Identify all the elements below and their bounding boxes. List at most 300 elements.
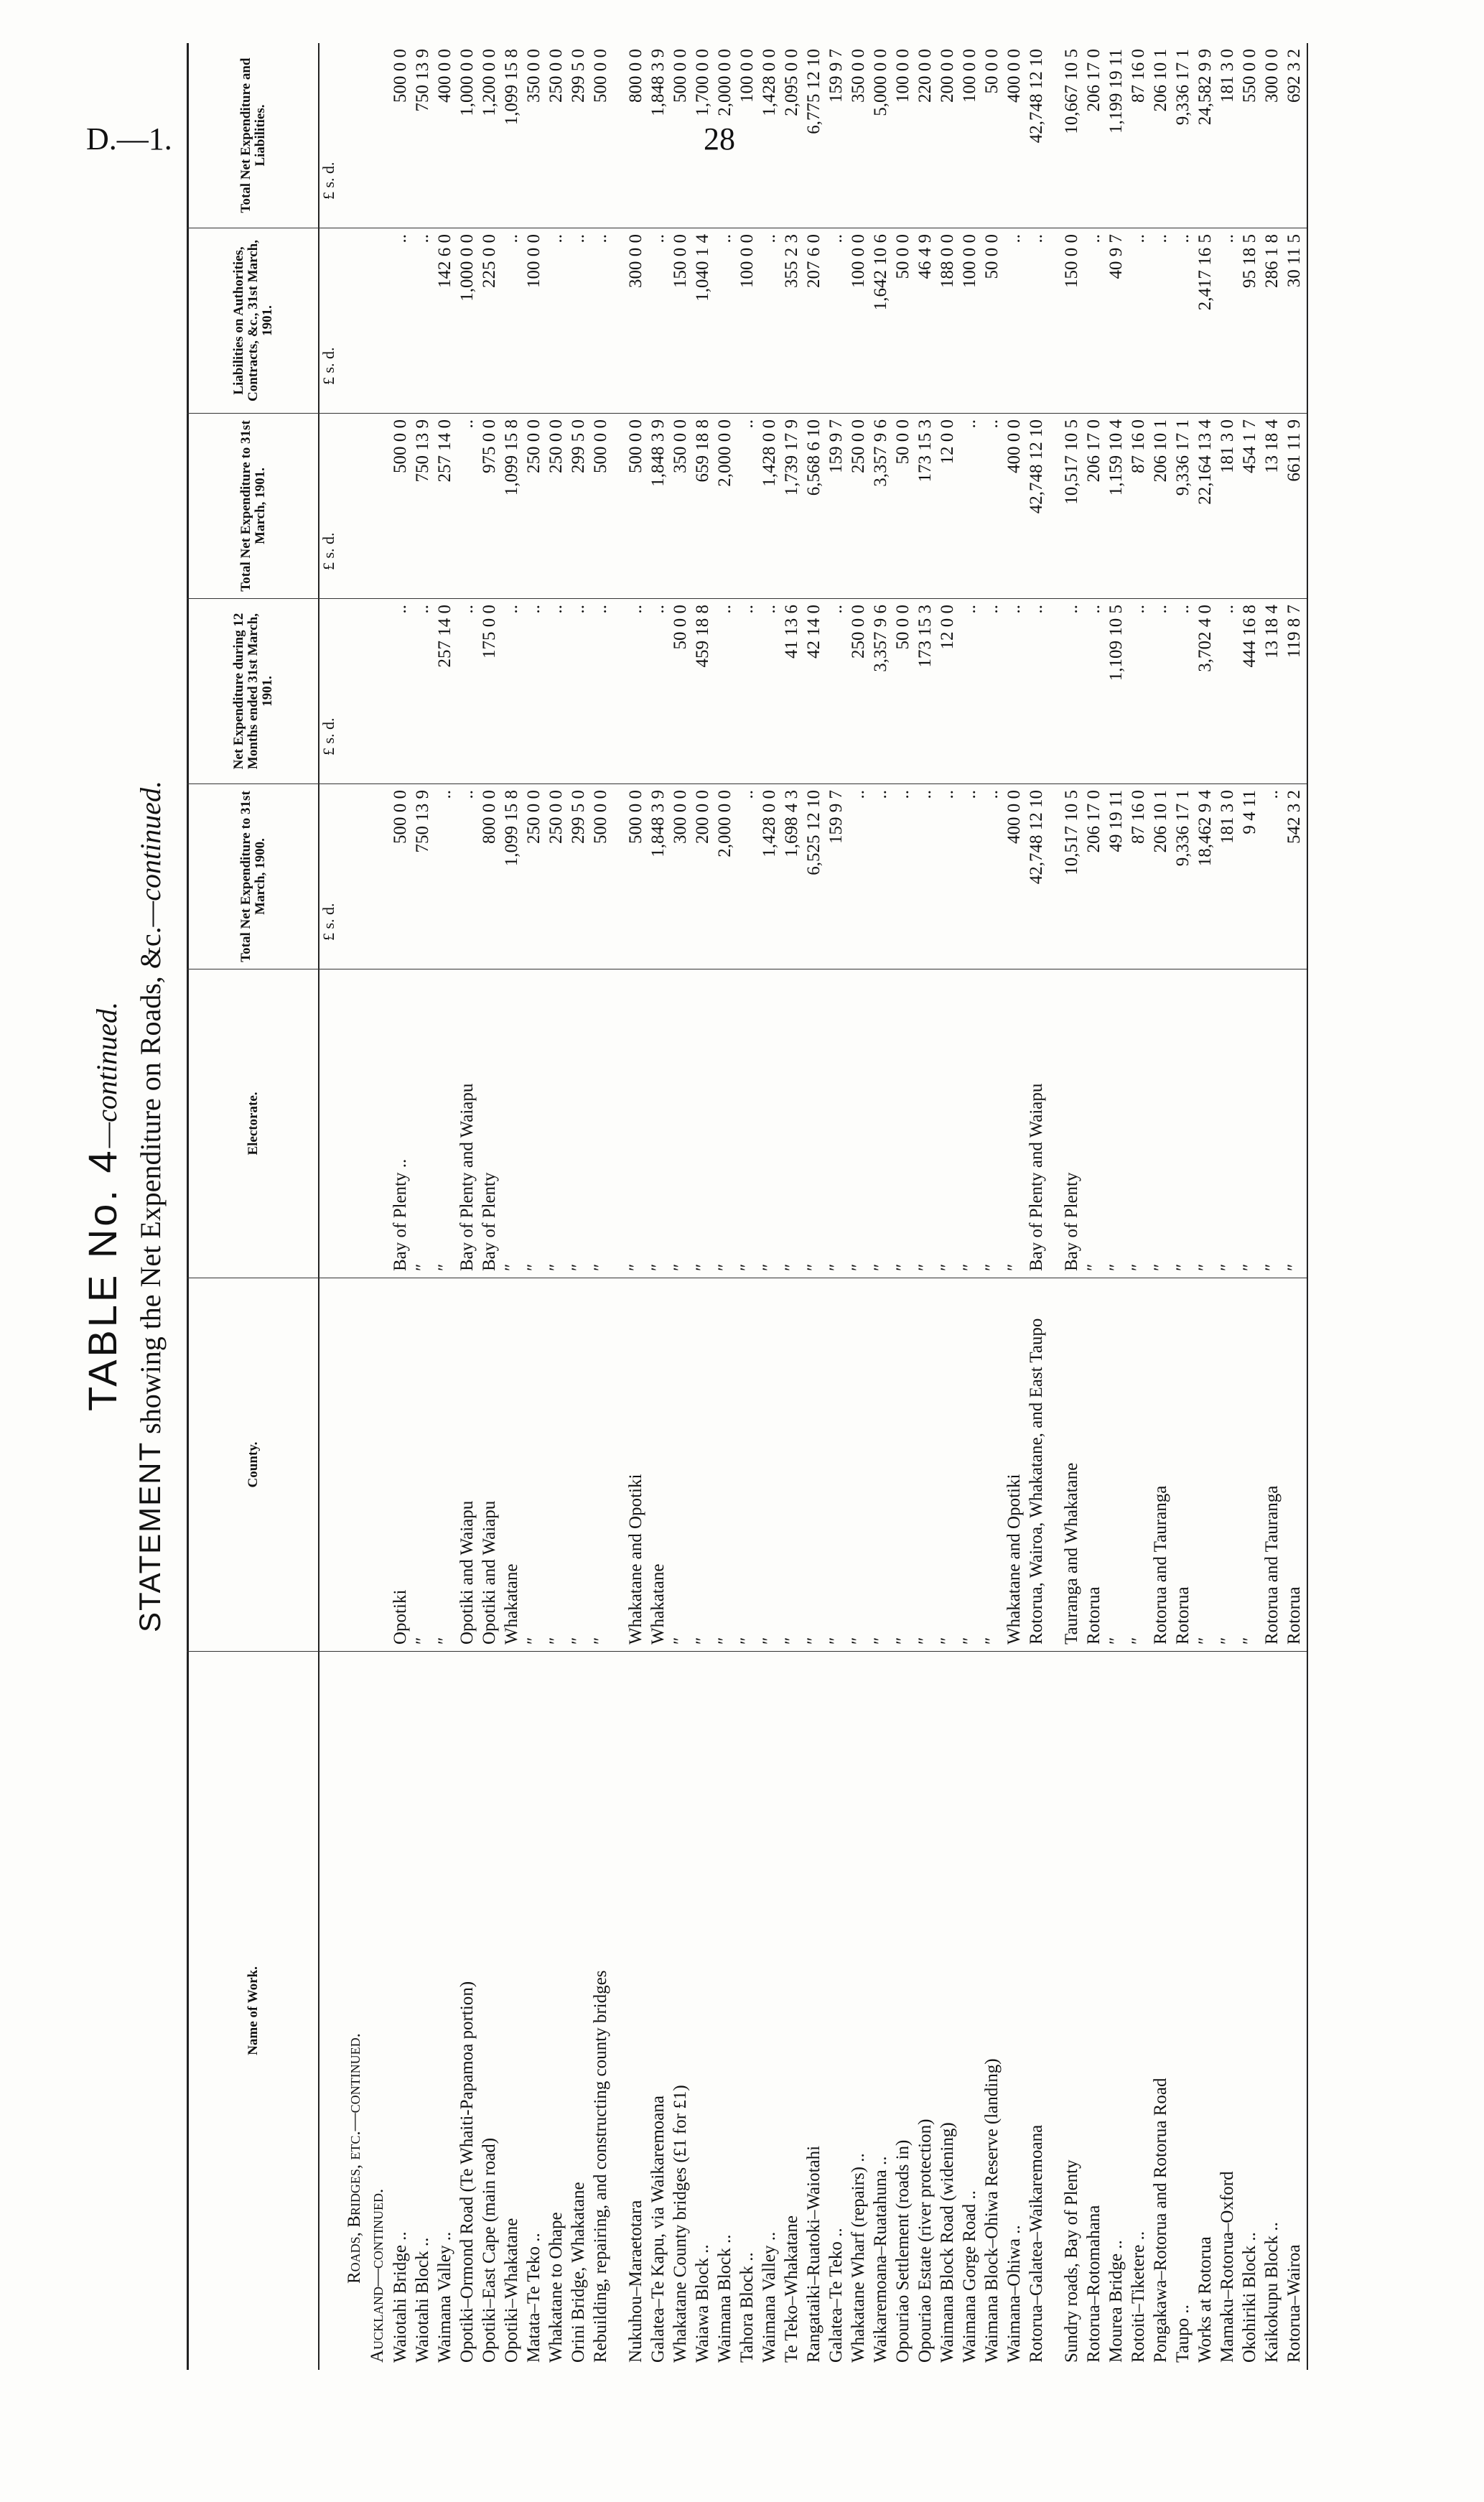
- header-county: County.: [189, 1278, 318, 1652]
- cell-county: Rotorua: [1284, 1586, 1304, 1645]
- table-row: [982, 43, 1002, 2370]
- cell-county: ″: [671, 1637, 690, 1645]
- cell-electorate: ″: [1262, 1263, 1282, 1271]
- cell-name: Tahora Block ..: [737, 2252, 757, 2363]
- cell-electorate: ″: [591, 1263, 610, 1271]
- cell-t1901: 257 14 0: [435, 419, 454, 483]
- cell-during: ..: [1218, 605, 1237, 614]
- table-row: [671, 43, 690, 2370]
- cell-t1900: 42,748 12 10: [1027, 790, 1046, 885]
- header-liabilities: Liabilities on Authorities, Contracts, &c., 31st March, 1901.: [189, 228, 318, 414]
- rotated-table: [65, 43, 1321, 2370]
- cell-t1901: 2,000 0 0: [715, 419, 734, 487]
- cell-t1901: ..: [457, 419, 477, 429]
- cell-liab: 100 0 0: [524, 234, 543, 288]
- cell-during: ..: [569, 605, 588, 614]
- table-row: [524, 43, 543, 2370]
- cell-county: Rotorua and Tauranga: [1262, 1485, 1282, 1645]
- table-row: [938, 43, 957, 2370]
- cell-total: 692 3 2: [1284, 49, 1304, 103]
- cell-name: Te Teko–Whakatane: [782, 2215, 801, 2363]
- cell-county: ″: [693, 1637, 712, 1645]
- cell-liab: ..: [1218, 234, 1237, 243]
- cell-county: ″: [1195, 1637, 1215, 1645]
- cell-total: 500 0 0: [591, 49, 610, 103]
- cell-t1900: 9 4 11: [1240, 790, 1259, 834]
- cell-name: Waikaremoana–Ruatahuna ..: [871, 2156, 890, 2363]
- table-row: [1240, 43, 1259, 2370]
- cell-during: ..: [413, 605, 432, 614]
- cell-electorate: ″: [1151, 1263, 1170, 1271]
- cell-liab: 225 0 0: [480, 234, 499, 288]
- header-during-1901: Net Expenditure during 12 Months ended 31st March, 1901.: [189, 599, 318, 784]
- cell-total: 800 0 0: [626, 49, 645, 103]
- cell-liab: 50 0 0: [893, 234, 913, 279]
- cell-t1900: ..: [938, 790, 957, 799]
- cell-t1901: 659 18 8: [693, 419, 712, 483]
- cell-total: 250 0 0: [546, 49, 566, 103]
- page-code: D.—1.: [86, 121, 172, 157]
- cell-t1900: 87 16 0: [1129, 790, 1148, 844]
- cell-county: ″: [915, 1637, 935, 1645]
- header-total-1901: Total Net Expenditure to 31st March, 1901.: [189, 414, 318, 599]
- table-row: [480, 43, 499, 2370]
- cell-t1900: 500 0 0: [591, 790, 610, 844]
- cell-t1901: 400 0 0: [1004, 419, 1024, 473]
- cell-during: ..: [457, 605, 477, 614]
- cell-electorate: ″: [1004, 1263, 1024, 1271]
- cell-electorate: Bay of Plenty: [480, 1172, 499, 1271]
- cell-county: ″: [871, 1637, 890, 1645]
- cell-name: Rotorua–Galatea–Waikaremoana: [1027, 2124, 1046, 2363]
- table-row: [1084, 43, 1103, 2370]
- cell-name: Opotiki–East Cape (main road): [480, 2137, 499, 2363]
- cell-total: 100 0 0: [737, 49, 757, 103]
- cell-during: ..: [626, 605, 645, 614]
- cell-total: 87 16 0: [1129, 49, 1148, 103]
- cell-t1901: 500 0 0: [591, 419, 610, 473]
- cell-t1900: 206 17 0: [1084, 790, 1103, 853]
- cell-liab: 300 0 0: [626, 234, 645, 288]
- cell-name: Mamaku–Rotorua–Oxford: [1218, 2171, 1237, 2363]
- cell-total: 1,848 3 9: [648, 49, 668, 116]
- cell-t1900: ..: [1262, 790, 1282, 799]
- cell-name: Mourea Bridge ..: [1106, 2240, 1126, 2363]
- cell-t1901: 13 18 4: [1262, 419, 1282, 473]
- cell-t1901: 1,159 10 4: [1106, 419, 1126, 496]
- cell-during: ..: [982, 605, 1002, 614]
- cell-liab: 50 0 0: [982, 234, 1002, 279]
- cell-liab: ..: [391, 234, 410, 243]
- cell-electorate: ″: [849, 1263, 868, 1271]
- cell-electorate: ″: [1084, 1263, 1103, 1271]
- cell-electorate: ″: [760, 1263, 779, 1271]
- cell-during: ..: [1151, 605, 1170, 614]
- cell-electorate: ″: [960, 1263, 979, 1271]
- cell-county: ″: [435, 1637, 454, 1645]
- cell-t1901: 87 16 0: [1129, 419, 1148, 473]
- cell-t1901: 1,848 3 9: [648, 419, 668, 487]
- cell-during: ..: [502, 605, 521, 614]
- units-3: £ s. d.: [319, 532, 337, 570]
- cell-liab: ..: [546, 234, 566, 243]
- cell-liab: 142 6 0: [435, 234, 454, 288]
- cell-t1900: 1,428 0 0: [760, 790, 779, 857]
- cell-electorate: ″: [671, 1263, 690, 1271]
- cell-t1901: 750 13 9: [413, 419, 432, 483]
- cell-electorate: ″: [413, 1263, 432, 1271]
- cell-t1900: 750 13 9: [413, 790, 432, 853]
- cell-electorate: Bay of Plenty and Waiapu: [1027, 1083, 1046, 1271]
- table-row: [1151, 43, 1170, 2370]
- cell-t1900: 2,000 0 0: [715, 790, 734, 857]
- cell-total: 550 0 0: [1240, 49, 1259, 103]
- header-name: Name of Work.: [246, 1966, 261, 2055]
- cell-county: ″: [1240, 1637, 1259, 1645]
- cell-total: 2,000 0 0: [715, 49, 734, 116]
- cell-t1901: 3,357 9 6: [871, 419, 890, 487]
- cell-t1901: 299 5 0: [569, 419, 588, 473]
- cell-liab: ..: [648, 234, 668, 243]
- cell-name: Kaikokupu Block ..: [1262, 2222, 1282, 2363]
- cell-t1900: 250 0 0: [546, 790, 566, 844]
- cell-total: 750 13 9: [413, 49, 432, 112]
- cell-during: ..: [1084, 605, 1103, 614]
- cell-county: ″: [524, 1637, 543, 1645]
- table-row: [502, 43, 521, 2370]
- cell-county: ″: [782, 1637, 801, 1645]
- cell-t1901: 12 0 0: [938, 419, 957, 465]
- cell-liab: 1,642 10 6: [871, 234, 890, 311]
- cell-name: Opouriao Settlement (roads in): [893, 2139, 913, 2363]
- cell-electorate: ″: [693, 1263, 712, 1271]
- cell-t1900: ..: [982, 790, 1002, 799]
- table-row: [457, 43, 477, 2370]
- cell-county: ″: [982, 1637, 1002, 1645]
- units-4: £ s. d.: [319, 347, 337, 385]
- cell-name: Whakatane Wharf (repairs) ..: [849, 2153, 868, 2363]
- cell-county: ″: [1106, 1637, 1126, 1645]
- cell-total: 200 0 0: [938, 49, 957, 103]
- cell-during: 13 18 4: [1262, 605, 1282, 659]
- cell-liab: 100 0 0: [849, 234, 868, 288]
- statement-prefix: STATEMENT: [133, 1441, 167, 1632]
- table-title-continued: —continued.: [90, 1002, 123, 1148]
- cell-name: Galatea–Te Kapu, via Waikaremoana: [648, 2096, 668, 2363]
- page-number: 28: [704, 121, 735, 157]
- cell-electorate: ″: [626, 1263, 645, 1271]
- cell-total: 1,099 15 8: [502, 49, 521, 126]
- cell-county: Rotorua: [1173, 1586, 1193, 1645]
- cell-t1900: 299 5 0: [569, 790, 588, 844]
- cell-name: Rebuilding, repairing, and constructing county bridges: [591, 1970, 610, 2363]
- cell-t1901: 250 0 0: [524, 419, 543, 473]
- cell-during: ..: [524, 605, 543, 614]
- cell-county: ″: [893, 1637, 913, 1645]
- cell-t1901: 350 0 0: [671, 419, 690, 473]
- cell-t1900: ..: [457, 790, 477, 799]
- cell-liab: 286 1 8: [1262, 234, 1282, 288]
- cell-t1900: 159 9 7: [826, 790, 846, 844]
- cell-total: 1,428 0 0: [760, 49, 779, 116]
- cell-county: ″: [591, 1637, 610, 1645]
- cell-total: 350 0 0: [524, 49, 543, 103]
- cell-total: 299 5 0: [569, 49, 588, 103]
- cell-total: 42,748 12 10: [1027, 49, 1046, 144]
- cell-t1900: 400 0 0: [1004, 790, 1024, 844]
- cell-during: 250 0 0: [849, 605, 868, 659]
- table-row: [1284, 43, 1304, 2370]
- cell-liab: ..: [826, 234, 846, 243]
- cell-during: 119 8 7: [1284, 605, 1304, 659]
- cell-t1901: 173 15 3: [915, 419, 935, 483]
- cell-electorate: ″: [938, 1263, 957, 1271]
- cell-name: Waiotahi Bridge ..: [391, 2231, 410, 2363]
- table-row: [1062, 43, 1081, 2370]
- cell-name: Waimana–Ohiwa ..: [1004, 2225, 1024, 2363]
- cell-name: Okohiriki Block ..: [1240, 2232, 1259, 2363]
- cell-liab: 150 0 0: [671, 234, 690, 288]
- cell-t1900: 200 0 0: [693, 790, 712, 844]
- table-row: [1129, 43, 1148, 2370]
- cell-liab: ..: [591, 234, 610, 243]
- cell-liab: 207 6 0: [804, 234, 823, 288]
- cell-during: 257 14 0: [435, 605, 454, 668]
- cell-during: 1,109 10 5: [1106, 605, 1126, 682]
- cell-t1901: ..: [982, 419, 1002, 429]
- cell-total: 24,582 9 9: [1195, 49, 1215, 126]
- cell-electorate: ″: [826, 1263, 846, 1271]
- cell-t1901: 50 0 0: [893, 419, 913, 465]
- cell-electorate: ″: [804, 1263, 823, 1271]
- cell-total: 400 0 0: [435, 49, 454, 103]
- cell-county: Rotorua: [1084, 1586, 1103, 1645]
- cell-total: 206 17 0: [1084, 49, 1103, 112]
- table-row: [391, 43, 410, 2370]
- cell-t1901: 1,739 17 9: [782, 419, 801, 496]
- table-row: [871, 43, 890, 2370]
- cell-total: 50 0 0: [982, 49, 1002, 94]
- cell-name: Opouriao Estate (river protection): [915, 2119, 935, 2363]
- cell-name: Rotoiti–Tiketere ..: [1129, 2231, 1148, 2363]
- cell-during: 459 18 8: [693, 605, 712, 668]
- cell-liab: 95 18 5: [1240, 234, 1259, 288]
- cell-county: Opotiki: [391, 1589, 410, 1645]
- cell-name: Waimana Gorge Road ..: [960, 2190, 979, 2363]
- cell-during: 42 14 0: [804, 605, 823, 659]
- cell-electorate: Bay of Plenty and Waiapu: [457, 1083, 477, 1271]
- cell-liab: 1,000 0 0: [457, 234, 477, 302]
- cell-total: 181 3 0: [1218, 49, 1237, 103]
- cell-name: Nukuhou–Maraetotara: [626, 2200, 645, 2363]
- cell-t1901: 22,164 13 4: [1195, 419, 1215, 505]
- cell-electorate: ″: [915, 1263, 935, 1271]
- cell-during: 50 0 0: [671, 605, 690, 650]
- cell-during: 173 15 3: [915, 605, 935, 668]
- cell-total: 500 0 0: [671, 49, 690, 103]
- cell-t1901: 6,568 6 10: [804, 419, 823, 496]
- cell-electorate: ″: [435, 1263, 454, 1271]
- cell-t1900: ..: [849, 790, 868, 799]
- table-row: [782, 43, 801, 2370]
- cell-t1901: 9,336 17 1: [1173, 419, 1193, 496]
- cell-total: 100 0 0: [960, 49, 979, 103]
- cell-t1901: 181 3 0: [1218, 419, 1237, 473]
- cell-total: 350 0 0: [849, 49, 868, 103]
- cell-liab: 40 9 7: [1106, 234, 1126, 279]
- cell-liab: ..: [1129, 234, 1148, 243]
- cell-t1900: 300 0 0: [671, 790, 690, 844]
- cell-name: Sundry roads, Bay of Plenty: [1062, 2159, 1081, 2363]
- cell-during: ..: [737, 605, 757, 614]
- cell-during: 41 13 6: [782, 605, 801, 659]
- cell-liab: ..: [1004, 234, 1024, 243]
- cell-during: ..: [715, 605, 734, 614]
- cell-name: Opotiki–Ormond Road (Te Whaiti-Papamoa portion): [457, 1981, 477, 2363]
- table-row: [1027, 43, 1046, 2370]
- cell-t1900: 181 3 0: [1218, 790, 1237, 844]
- cell-during: ..: [1129, 605, 1148, 614]
- table-row: [737, 43, 757, 2370]
- cell-during: ..: [391, 605, 410, 614]
- cell-county: Whakatane: [502, 1563, 521, 1645]
- cell-county: Tauranga and Whakatane: [1062, 1462, 1081, 1645]
- cell-electorate: ″: [524, 1263, 543, 1271]
- cell-liab: 1,040 1 4: [693, 234, 712, 302]
- cell-liab: ..: [715, 234, 734, 243]
- table-row: [804, 43, 823, 2370]
- cell-county: ″: [546, 1637, 566, 1645]
- cell-liab: ..: [413, 234, 432, 243]
- cell-during: ..: [546, 605, 566, 614]
- cell-t1900: 250 0 0: [524, 790, 543, 844]
- cell-t1900: 1,099 15 8: [502, 790, 521, 867]
- cell-name: Waimana Block ..: [715, 2234, 734, 2363]
- cell-t1901: 1,428 0 0: [760, 419, 779, 487]
- cell-name: Orini Bridge, Whakatane: [569, 2182, 588, 2363]
- table-row: [1004, 43, 1024, 2370]
- cell-electorate: ″: [1284, 1263, 1304, 1271]
- table-title: [79, 43, 126, 2370]
- cell-t1901: ..: [737, 419, 757, 429]
- table-title-text: TABLE No. 4: [80, 1148, 125, 1411]
- cell-liab: 100 0 0: [737, 234, 757, 288]
- table-row: [715, 43, 734, 2370]
- cell-t1901: 206 10 1: [1151, 419, 1170, 483]
- cell-electorate: ″: [546, 1263, 566, 1271]
- cell-electorate: Bay of Plenty: [1062, 1172, 1081, 1271]
- cell-name: Waimana Valley ..: [760, 2231, 779, 2363]
- cell-total: 2,095 0 0: [782, 49, 801, 116]
- cell-electorate: ″: [1129, 1263, 1148, 1271]
- cell-total: 400 0 0: [1004, 49, 1024, 103]
- cell-name: Pongakawa–Rotorua and Rotorua Road: [1151, 2078, 1170, 2363]
- cell-total: 9,336 17 1: [1173, 49, 1193, 126]
- cell-t1900: ..: [893, 790, 913, 799]
- cell-total: 1,200 0 0: [480, 49, 499, 116]
- cell-t1900: 206 10 1: [1151, 790, 1170, 853]
- statement-line: [133, 43, 167, 2370]
- cell-name: Rotorua–Wairoa: [1284, 2244, 1304, 2363]
- cell-county: ″: [1129, 1637, 1148, 1645]
- units-2: £ s. d.: [319, 717, 337, 755]
- cell-name: Rangataiki–Ruatoki–Waiotahi: [804, 2145, 823, 2363]
- cell-electorate: ″: [782, 1263, 801, 1271]
- cell-during: ..: [1004, 605, 1024, 614]
- cell-total: 5,000 0 0: [871, 49, 890, 116]
- cell-t1900: ..: [915, 790, 935, 799]
- statement-text: showing the Net Expenditure on Roads, &c.: [134, 926, 167, 1434]
- cell-t1900: 1,848 3 9: [648, 790, 668, 857]
- cell-liab: 46 4 9: [915, 234, 935, 279]
- cell-total: 300 0 0: [1262, 49, 1282, 103]
- cell-t1901: 206 17 0: [1084, 419, 1103, 483]
- cell-t1900: ..: [737, 790, 757, 799]
- table-row: [1106, 43, 1126, 2370]
- cell-t1901: 661 11 9: [1284, 419, 1304, 482]
- cell-liab: ..: [502, 234, 521, 243]
- cell-during: ..: [1173, 605, 1193, 614]
- header-electorate: Electorate.: [189, 969, 318, 1278]
- table-row: [413, 43, 432, 2370]
- cell-t1900: 1,698 4 3: [782, 790, 801, 857]
- cell-total: 100 0 0: [893, 49, 913, 103]
- cell-t1900: 9,336 17 1: [1173, 790, 1193, 867]
- cell-county: ″: [826, 1637, 846, 1645]
- cell-name: Galatea–Te Teko ..: [826, 2228, 846, 2363]
- cell-t1901: 10,517 10 5: [1062, 419, 1081, 505]
- cell-t1900: 500 0 0: [626, 790, 645, 844]
- cell-county: ″: [804, 1637, 823, 1645]
- table-row: [435, 43, 454, 2370]
- cell-t1901: 500 0 0: [391, 419, 410, 473]
- cell-liab: ..: [1027, 234, 1046, 243]
- cell-county: ″: [938, 1637, 957, 1645]
- cell-name: Rotorua–Rotomahana: [1084, 2205, 1103, 2363]
- cell-electorate: ″: [1195, 1263, 1215, 1271]
- cell-total: 206 10 1: [1151, 49, 1170, 112]
- cell-electorate: ″: [871, 1263, 890, 1271]
- cell-t1901: 159 9 7: [826, 419, 846, 473]
- cell-electorate: ″: [982, 1263, 1002, 1271]
- cell-name: Waimana Valley ..: [435, 2231, 454, 2363]
- table-header: [187, 43, 319, 2370]
- cell-liab: 2,417 16 5: [1195, 234, 1215, 311]
- cell-name: Waiotahi Block ..: [413, 2237, 432, 2363]
- cell-t1901: 1,099 15 8: [502, 419, 521, 496]
- cell-liab: ..: [1151, 234, 1170, 243]
- cell-during: ..: [760, 605, 779, 614]
- cell-electorate: ″: [737, 1263, 757, 1271]
- cell-during: 3,702 4 0: [1195, 605, 1215, 672]
- cell-total: 220 0 0: [915, 49, 935, 103]
- cell-t1900: 800 0 0: [480, 790, 499, 844]
- cell-t1900: ..: [871, 790, 890, 799]
- cell-county: ″: [1218, 1637, 1237, 1645]
- cell-t1901: 42,748 12 10: [1027, 419, 1046, 514]
- cell-county: ″: [715, 1637, 734, 1645]
- cell-during: ..: [591, 605, 610, 614]
- cell-t1900: 10,517 10 5: [1062, 790, 1081, 875]
- cell-liab: 30 11 5: [1284, 234, 1304, 288]
- cell-t1901: 500 0 0: [626, 419, 645, 473]
- table-row: [960, 43, 979, 2370]
- cell-electorate: ″: [1173, 1263, 1193, 1271]
- cell-total: 1,000 0 0: [457, 49, 477, 116]
- cell-liab: 188 0 0: [938, 234, 957, 288]
- cell-during: 12 0 0: [938, 605, 957, 650]
- cell-name: Waiawa Block ..: [693, 2244, 712, 2363]
